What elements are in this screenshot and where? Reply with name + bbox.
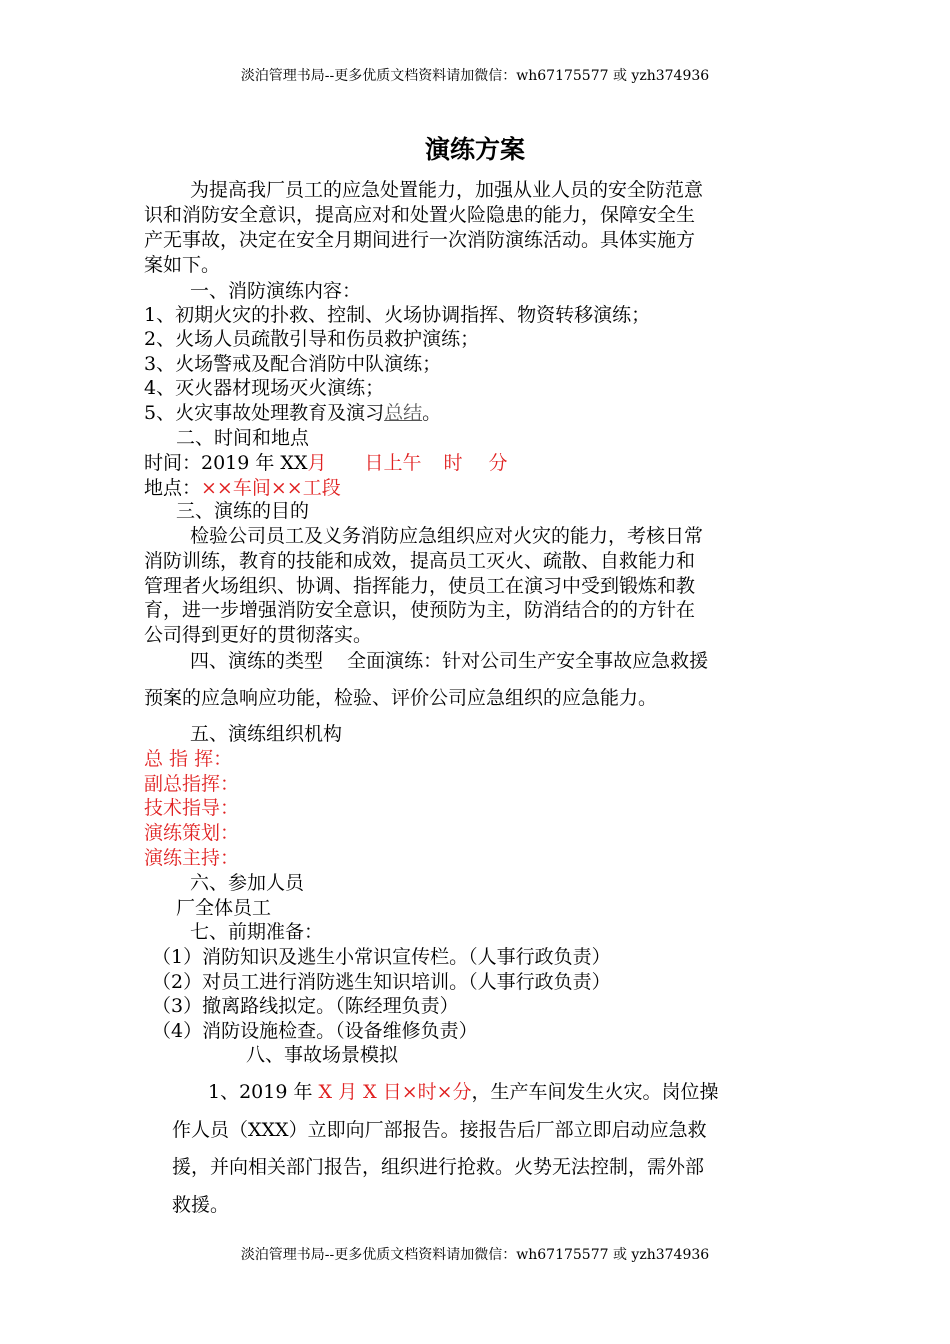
section-7-heading: 七、前期准备： — [190, 921, 324, 943]
intro-line: 识和消防安全意识，提高应对和处置火险隐患的能力，保障安全生 — [144, 204, 696, 226]
place-value: ××车间××工段 — [201, 477, 341, 499]
time-minute: 分 — [488, 452, 508, 474]
s8-text: ，生产车间发生火灾。岗位操 — [471, 1081, 719, 1103]
role-deputy-commander: 副总指挥： — [144, 773, 240, 795]
section-8-heading: 八、事故场景模拟 — [246, 1044, 399, 1066]
intro-line: 产无事故，决定在安全月期间进行一次消防演练活动。具体实施方 — [144, 229, 696, 251]
intro-line: 为提高我厂员工的应急处置能力，加强从业人员的安全防范意 — [190, 179, 704, 201]
s8-para-first — [208, 1080, 719, 1104]
time-month: 月 — [307, 452, 327, 474]
section-5-heading: 五、演练组织机构 — [190, 723, 343, 745]
page-footer: 淡泊管理书局--更多优质文档资料请加微信：wh67175577 或 yzh374936 — [240, 1247, 710, 1263]
time-line — [144, 451, 508, 475]
s3-line: 管理者火场组织、协调、指挥能力，使员工在演习中受到锻炼和教 — [144, 575, 696, 597]
section-3-heading: 三、演练的目的 — [176, 500, 310, 522]
s3-line: 公司得到更好的贯彻落实。 — [144, 624, 373, 646]
role-planner: 演练策划： — [144, 822, 240, 844]
s1-item: 3、火场警戒及配合消防中队演练； — [144, 353, 442, 375]
s1-item: 2、火场人员疏散引导和伤员救护演练； — [144, 328, 480, 350]
time-hour: 时 — [443, 452, 463, 474]
role-host: 演练主持： — [144, 847, 240, 869]
s8-line: 援，并向相关部门报告，组织进行抢救。火势无法控制，需外部 — [172, 1156, 705, 1178]
s3-line: 消防训练，教育的技能和成效，提高员工灭火、疏散、自救能力和 — [144, 550, 696, 572]
section-4-line: 四、演练的类型 全面演练：针对公司生产安全事故应急救援 — [190, 650, 709, 672]
s7-item: （4）消防设施检查。（设备维修负责） — [152, 1020, 478, 1042]
intro-line: 案如下。 — [144, 254, 221, 276]
s7-item: （1）消防知识及逃生小常识宣传栏。（人事行政负责） — [152, 946, 611, 968]
time-day: 日上午 — [364, 452, 422, 474]
role-technical-guide: 技术指导： — [144, 797, 240, 819]
s3-line: 检验公司员工及义务消防应急组织应对火灾的能力，考核日常 — [190, 525, 704, 547]
s8-date: X 月 X 日×时×分 — [318, 1081, 472, 1103]
place-line — [144, 476, 341, 500]
place-label: 地点： — [144, 477, 202, 499]
s7-item: （3）撤离路线拟定。（陈经理负责） — [152, 995, 459, 1017]
s1-item-5 — [144, 401, 441, 425]
s1-item5-end: 。 — [422, 402, 442, 424]
section-4-line: 预案的应急响应功能，检验、评价公司应急组织的应急能力。 — [144, 687, 658, 709]
s1-item: 1、初期火灾的扑救、控制、火场协调指挥、物资转移演练； — [144, 304, 651, 326]
s8-text: 1、2019 年 — [208, 1081, 319, 1103]
s1-item: 4、灭火器材现场灭火演练； — [144, 377, 385, 399]
s7-item: （2）对员工进行消防逃生知识培训。（人事行政负责） — [152, 971, 611, 993]
page-header: 淡泊管理书局--更多优质文档资料请加微信：wh67175577 或 yzh374936 — [240, 68, 710, 84]
section-2-heading: 二、时间和地点 — [176, 427, 310, 449]
section-6-heading: 六、参加人员 — [190, 872, 305, 894]
time-label: 时间：2019 年 XX — [144, 452, 308, 474]
section-1-heading: 一、消防演练内容： — [190, 280, 362, 302]
page-title: 演练方案 — [424, 135, 525, 164]
summary-link[interactable]: 总结 — [384, 402, 423, 424]
participants-value: 厂全体员工 — [176, 897, 272, 919]
s8-line: 作人员（XXX）立即向厂部报告。接报告后厂部立即启动应急救 — [172, 1119, 707, 1141]
s8-line: 救援。 — [172, 1194, 230, 1216]
s3-line: 育，进一步增强消防安全意识，使预防为主，防消结合的的方针在 — [144, 599, 696, 621]
s1-item5-text: 5、火灾事故处理教育及演习 — [144, 402, 385, 424]
role-commander: 总 指 挥： — [144, 748, 233, 770]
